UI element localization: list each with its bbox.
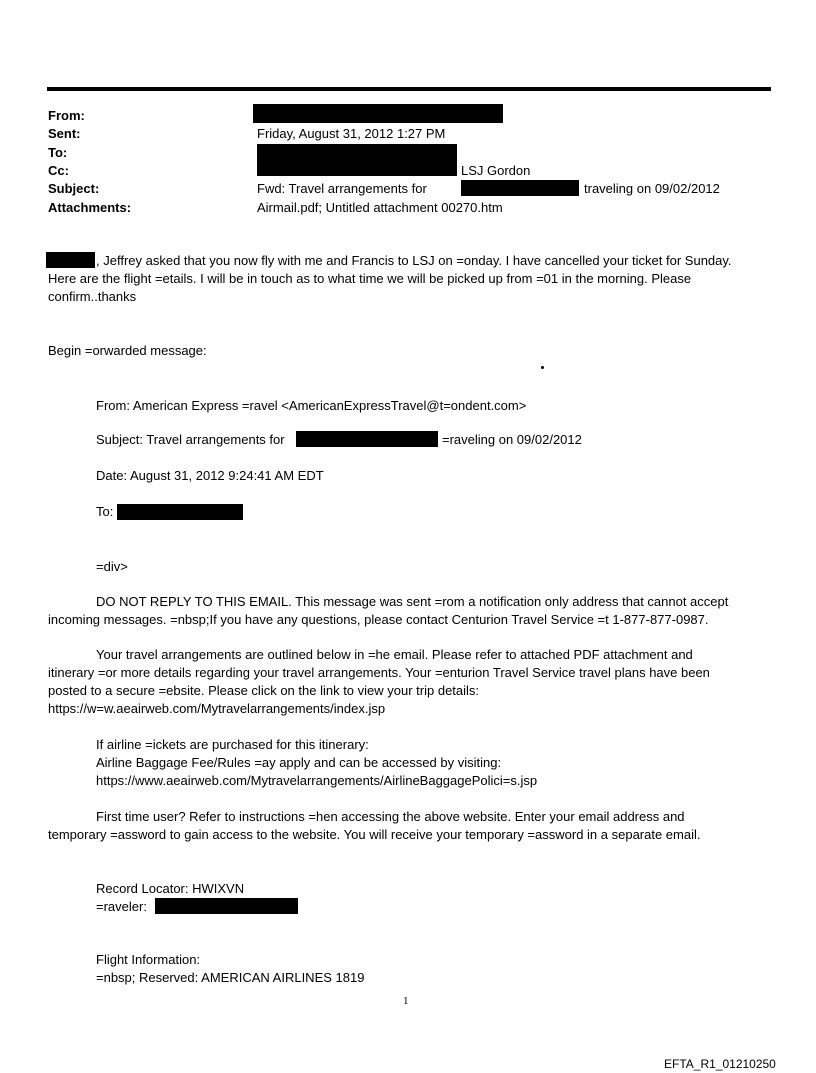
forwarded-to-label: To: (96, 504, 114, 519)
attachments-label: Attachments: (48, 200, 132, 215)
attachments-value: Airmail.pdf; Untitled attachment 00270.htm (257, 200, 503, 215)
redaction-forwarded-to (117, 504, 243, 520)
redaction-to (257, 144, 457, 164)
sent-value: Friday, August 31, 2012 1:27 PM (257, 126, 446, 141)
notice-line-1: DO NOT REPLY TO THIS EMAIL. This message was sent =rom a notification only address that cannot accept (96, 594, 729, 609)
arrangements-line-3: posted to a secure =ebsite. Please click on the link to view your trip details: (48, 683, 480, 698)
flight-heading: Flight Information: (96, 952, 201, 967)
document-id: EFTA_R1_01210250 (664, 1057, 776, 1071)
redaction-subject (461, 180, 579, 196)
subject-prefix: Fwd: Travel arrangements for (257, 181, 427, 196)
div-tag-text: =div> (96, 559, 128, 574)
cc-label: Cc: (48, 163, 69, 178)
subject-suffix: traveling on 09/02/2012 (584, 181, 720, 196)
redaction-traveler (155, 898, 298, 914)
baggage-line-1: If airline =ickets are purchased for this itinerary: (96, 737, 369, 752)
forwarded-intro: Begin =orwarded message: (48, 343, 207, 358)
flight-reserved: =nbsp; Reserved: AMERICAN AIRLINES 1819 (96, 970, 365, 985)
to-label: To: (48, 145, 68, 160)
arrangements-line-2: itinerary =or more details regarding your travel arrangements. Your =enturion Travel Service travel plans have been (48, 665, 710, 680)
intro-line-1: , Jeffrey asked that you now fly with me and Francis to LSJ on =onday. I have cancelled your ticket for Sunday. (96, 253, 732, 268)
traveler-label: =raveler: (96, 899, 147, 914)
redaction-cc (257, 163, 457, 176)
first-time-line-2: temporary =assword to gain access to the website. You will receive your temporary =assword in a separate email. (48, 827, 701, 842)
arrangements-line-1: Your travel arrangements are outlined below in =he email. Please refer to attached PDF attachment and (96, 647, 693, 662)
arrangements-link[interactable]: https://w=w.aeairweb.com/Mytravelarrangements/index.jsp (48, 701, 386, 716)
forwarded-subject-suffix: =raveling on 09/02/2012 (442, 432, 582, 447)
header-rule (47, 87, 771, 91)
redaction-forwarded-subject (296, 431, 438, 447)
intro-line-3: confirm..thanks (48, 289, 137, 304)
notice-line-2: incoming messages. =nbsp;If you have any questions, please contact Centurion Travel Service =t 1-877-877-0987. (48, 612, 709, 627)
baggage-line-2: Airline Baggage Fee/Rules =ay apply and can be accessed by visiting: (96, 755, 502, 770)
cc-value: LSJ Gordon (461, 163, 531, 178)
sent-label: Sent: (48, 126, 81, 141)
page-number: 1 (403, 995, 409, 1007)
record-locator: Record Locator: HWIXVN (96, 881, 245, 896)
stray-dot (541, 366, 544, 369)
forwarded-subject-prefix: Subject: Travel arrangements for (96, 432, 285, 447)
first-time-line-1: First time user? Refer to instructions =hen accessing the above website. Enter your email address and (96, 809, 685, 824)
intro-line-2: Here are the flight =etails. I will be in touch as to what time we will be picked up from =01 in the morning. Please (48, 271, 692, 286)
baggage-link[interactable]: https://www.aeairweb.com/Mytravelarrangements/AirlineBaggagePolici=s.jsp (96, 773, 538, 788)
forwarded-date: Date: August 31, 2012 9:24:41 AM EDT (96, 468, 324, 483)
forwarded-from: From: American Express =ravel <AmericanExpressTravel@t=ondent.com> (96, 398, 527, 413)
from-label: From: (48, 108, 85, 123)
redaction-recipient-name (46, 252, 95, 268)
redaction-from (253, 104, 503, 123)
subject-label: Subject: (48, 181, 100, 196)
